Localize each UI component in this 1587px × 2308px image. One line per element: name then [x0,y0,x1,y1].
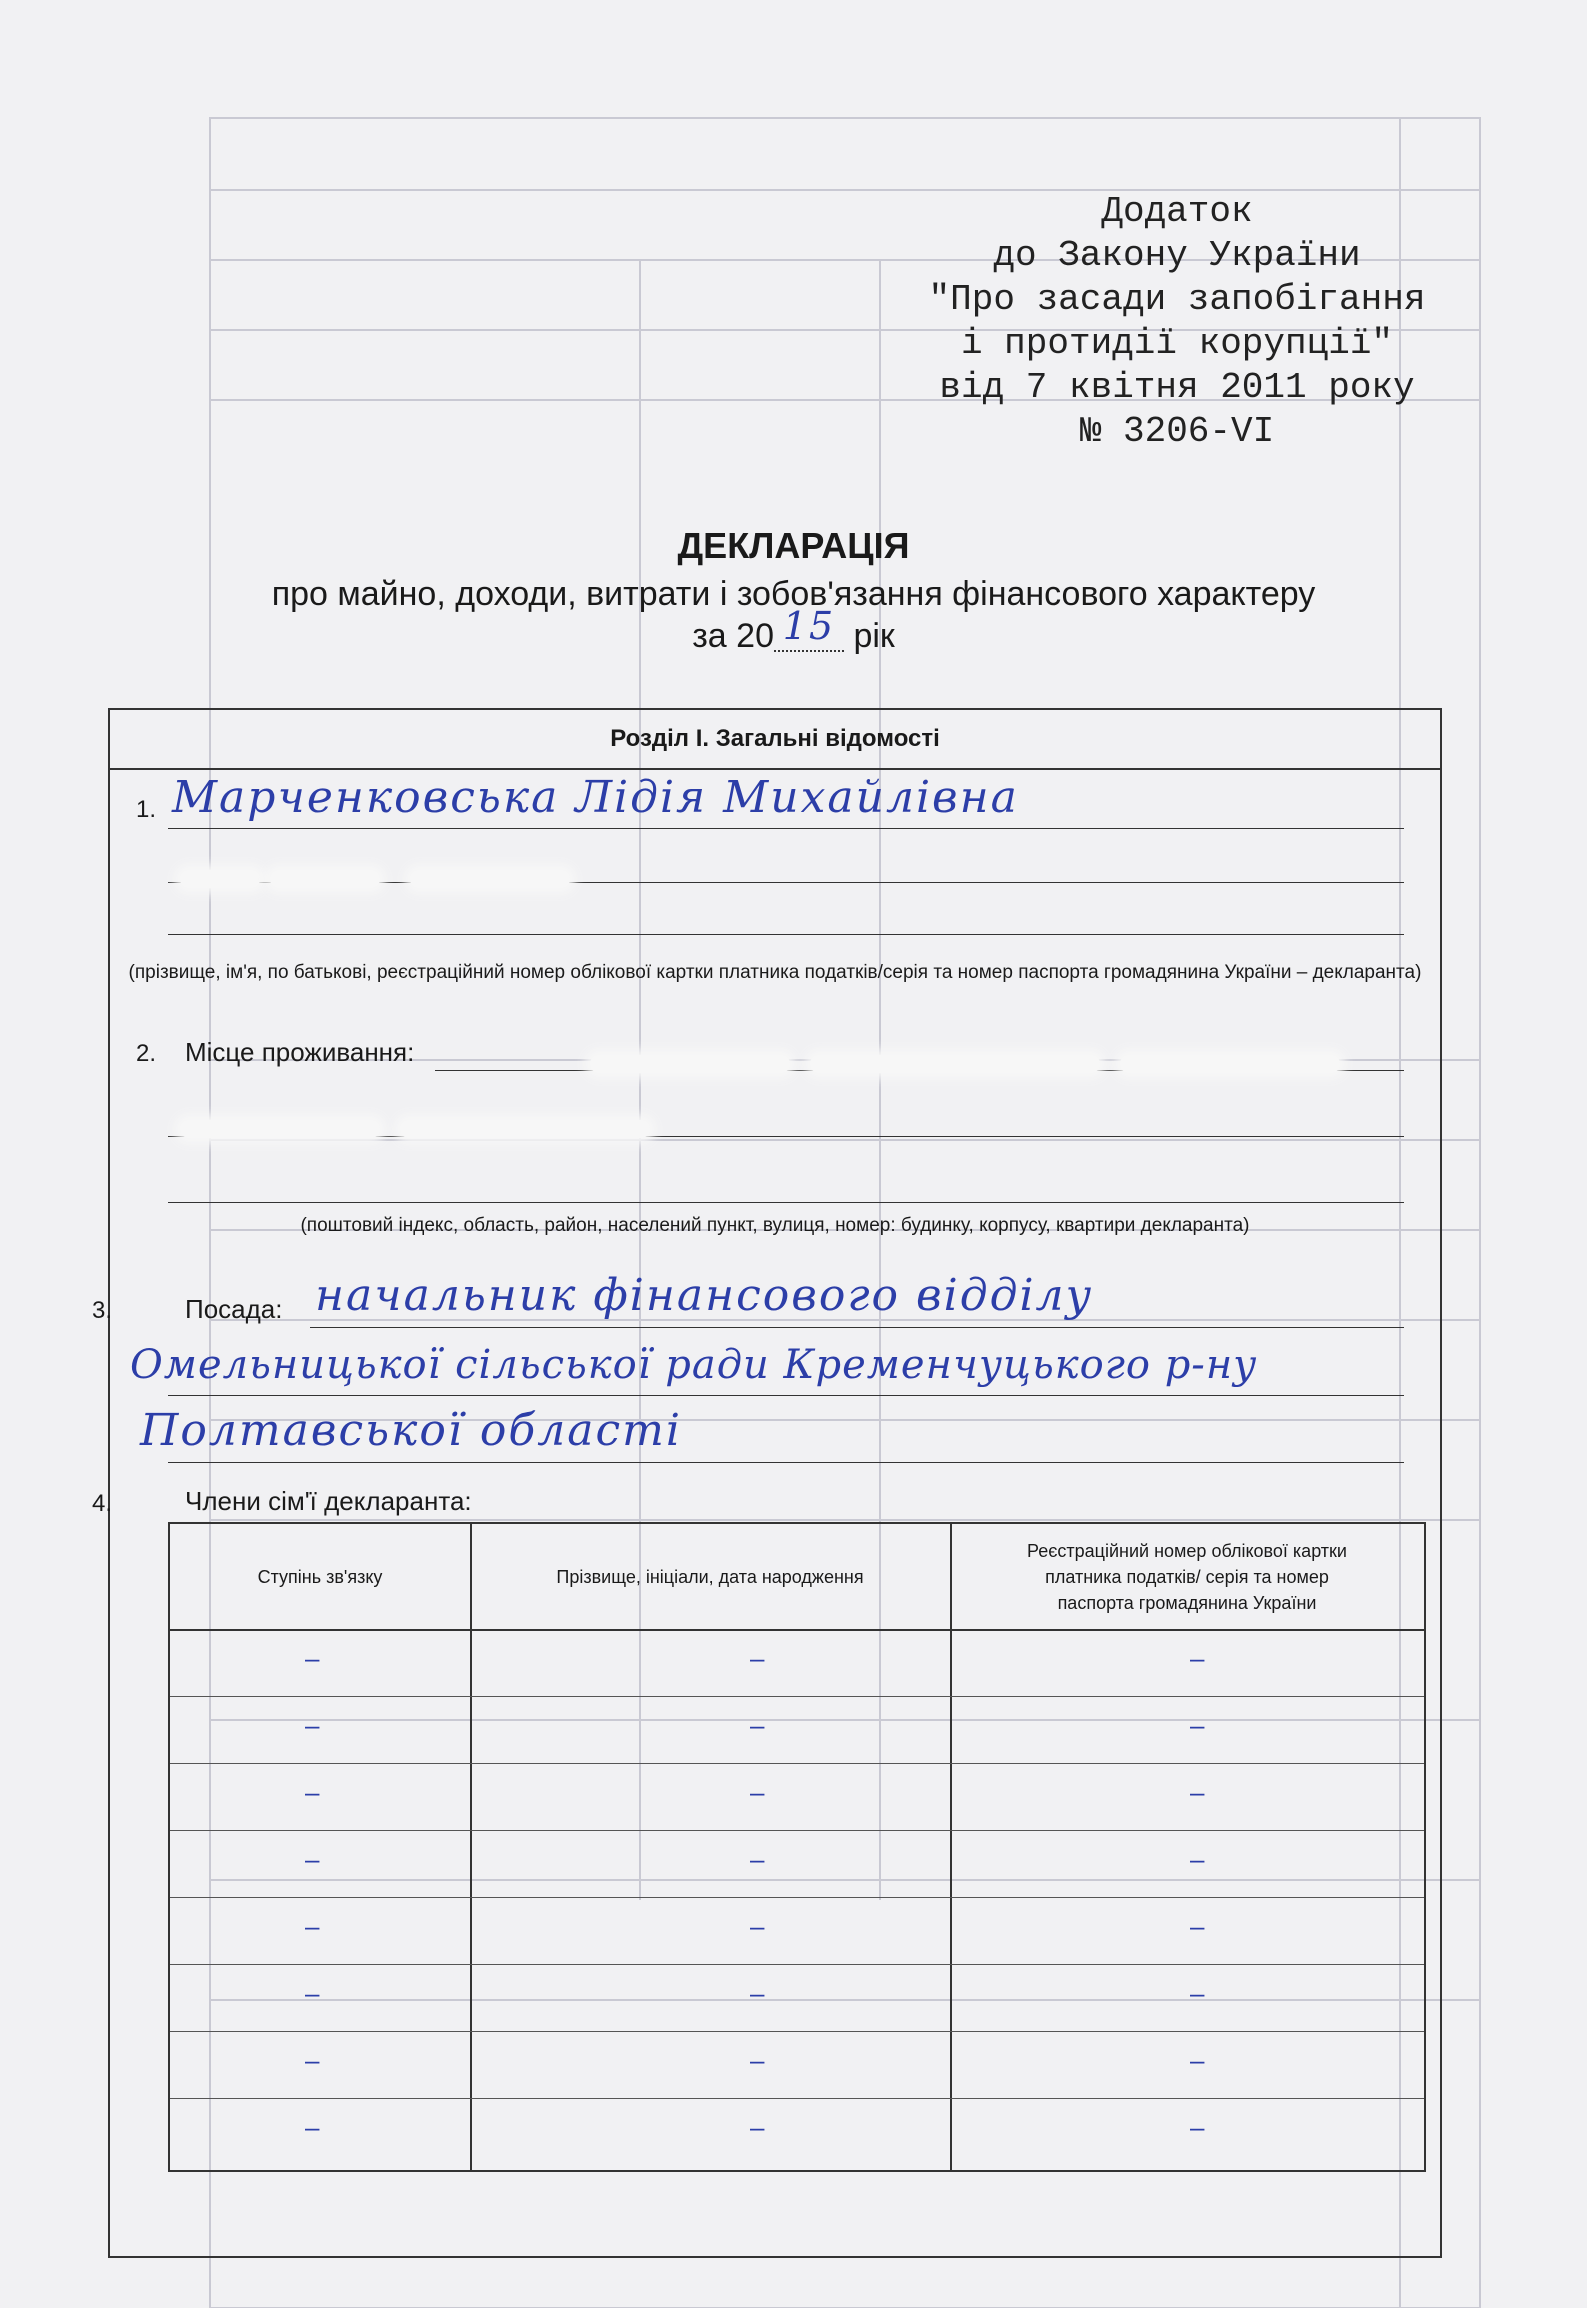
year-prefix: за 20 [692,617,774,655]
redaction [270,870,380,888]
appendix-line: Додаток [1101,191,1253,232]
fill-line [168,1202,1404,1203]
id-cell: – [1190,2045,1205,2075]
relation-cell: – [305,2045,320,2075]
column-header-relation: Ступінь зв'язку [257,1566,383,1587]
relation-cell: – [305,1844,320,1874]
position-line-1: начальник фінансового відділу [315,1270,1094,1321]
id-cell: – [1190,1710,1205,1740]
section-heading: Розділ І. Загальні відомості [110,710,1440,770]
name-cell: – [750,1643,765,1673]
redaction [180,870,260,888]
name-cell: – [750,2045,765,2075]
document-subtitle: про майно, доходи, витрати і зобов'язання фінансового характеру [271,575,1316,613]
law-appendix-reference [897,190,1457,454]
appendix-line: від 7 квітня 2011 року [939,367,1415,408]
year-suffix: рік [853,617,895,655]
residence-label: Місце проживання: [185,1037,415,1067]
id-cell: – [1190,1911,1205,1941]
redaction [400,1120,650,1138]
position-label: Посада: [185,1294,283,1324]
table-row [170,1696,1424,1764]
id-cell: – [1190,1978,1205,2008]
item-number: 3. [92,1297,113,1324]
fill-line [168,1395,1404,1396]
name-cell: – [750,1710,765,1740]
relation-cell: – [305,2112,320,2142]
appendix-line: до Закону України [993,235,1361,276]
appendix-line: "Про засади запобігання [928,279,1426,320]
name-cell: – [750,1911,765,1941]
table-row [170,2031,1424,2099]
declaration-year [0,604,1587,656]
fill-line [168,828,1404,829]
year-handwritten: 15 [782,604,836,648]
family-members-table [168,1522,1426,2172]
name-caption: (прізвище, ім'я, по батькові, реєстраційний номер облікової картки платника податків/серія та номер паспорта громадянина України – декларанта) [128,962,1422,983]
fill-line [310,1327,1404,1328]
family-label: Члени сім'ї декларанта: [185,1486,472,1516]
relation-cell: – [305,1978,320,2008]
table-row [170,1897,1424,1965]
id-cell: – [1190,1777,1205,1807]
fill-line [168,1462,1404,1463]
table-row [170,1830,1424,1898]
appendix-line: і протидії корупції" [960,323,1394,364]
position-line-2: Омельницької сільської ради Кременчуцького р-ну [130,1342,1258,1388]
column-header-id: Реєстраційний номер облікової картки платника податків/ серія та номер паспорта громадянина України [1027,1540,1347,1613]
relation-cell: – [305,1777,320,1807]
relation-cell: – [305,1911,320,1941]
id-cell: – [1190,2112,1205,2142]
fill-line [168,934,1404,935]
table-row [170,1964,1424,2032]
position-line-3: Полтавської області [140,1405,682,1456]
column-header-name: Прізвище, ініціали, дата народження [556,1566,864,1587]
item-number: 1. [136,796,157,823]
relation-cell: – [305,1710,320,1740]
redaction [1120,1055,1340,1073]
redaction [180,1120,380,1138]
relation-cell: – [305,1643,320,1673]
name-cell: – [750,2112,765,2142]
name-cell: – [750,1777,765,1807]
redaction [410,870,570,888]
residence-caption: (поштовий індекс, область, район, населений пункт, вулиця, номер: будинку, корпусу, квартири декларанта) [300,1215,1250,1236]
document-title: ДЕКЛАРАЦІЯ [677,525,910,566]
name-cell: – [750,1978,765,2008]
declarant-full-name: Марченковська Лідія Михайлівна [172,772,1019,823]
table-row [170,1629,1424,1697]
item-number: 2. [136,1040,157,1067]
appendix-line: № 3206-VI [1079,411,1275,452]
item-number: 4. [92,1490,113,1517]
table-header [170,1524,1424,1631]
redaction [810,1055,1100,1073]
redaction [590,1055,790,1073]
id-cell: – [1190,1844,1205,1874]
section-general-info [92,708,1442,2258]
table-body [170,1629,1424,2170]
table-row [170,2098,1424,2165]
name-cell: – [750,1844,765,1874]
table-row [170,1763,1424,1831]
id-cell: – [1190,1643,1205,1673]
